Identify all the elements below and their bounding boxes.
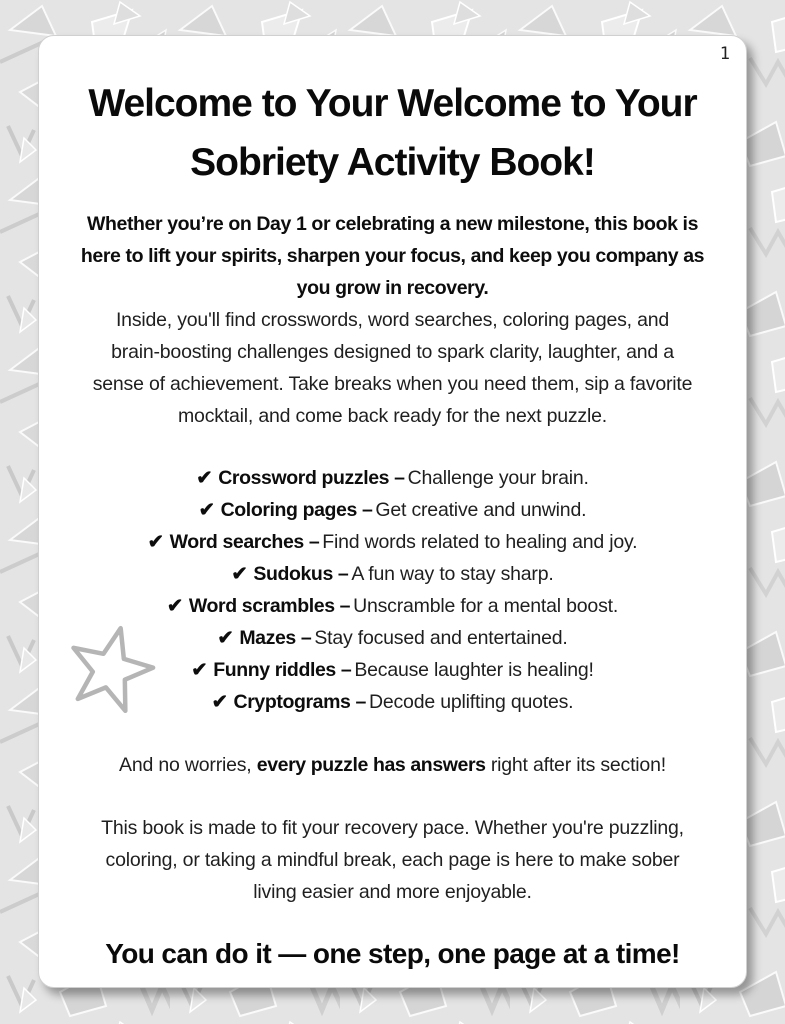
features-checklist: [49, 462, 736, 718]
checklist-item-desc: Unscramble for a mental boost.: [353, 595, 619, 617]
checklist-item: [49, 526, 736, 558]
closing-paragraph: [49, 812, 736, 908]
intro-line: Inside, you'll find crosswords, word searches, coloring pages, and: [115, 309, 670, 331]
check-icon: ✔: [231, 563, 248, 585]
checklist-item-desc: Because laughter is healing!: [354, 659, 594, 681]
checklist-item-desc: Get creative and unwind.: [375, 499, 587, 521]
encouragement-footer: You can do it — one step, one page at a time!: [105, 938, 680, 969]
checklist-item-label: Cryptograms –: [233, 691, 366, 713]
check-icon: ✔: [191, 659, 208, 681]
checklist-item-label: Coloring pages –: [220, 499, 373, 521]
intro-line: mocktail, and come back ready for the next puzzle.: [178, 405, 607, 427]
checklist-item-desc: Decode uplifting quotes.: [368, 691, 574, 713]
page-title-line-2: Sobriety Activity Book!: [190, 141, 595, 184]
closing-line: living easier and more enjoyable.: [253, 881, 532, 903]
checklist-item-label: Word searches –: [169, 531, 320, 553]
page-title: [49, 74, 736, 192]
answers-note-pre: And no worries,: [119, 754, 257, 776]
checklist-item-label: Word scrambles –: [188, 595, 351, 617]
intro-paragraph: [49, 304, 736, 432]
checklist-item: [49, 558, 736, 590]
page-title-line-1: Welcome to Your Welcome to Your: [88, 82, 697, 125]
checklist-item-desc: Find words related to healing and joy.: [322, 531, 638, 553]
checklist-item: [49, 590, 736, 622]
page-number: 1: [719, 44, 730, 64]
checklist-item-desc: Stay focused and entertained.: [314, 627, 568, 649]
check-icon: ✔: [147, 531, 164, 553]
intro-line: brain-boosting challenges designed to spark clarity, laughter, and a: [111, 341, 674, 363]
intro-bold-line: here to lift your spirits, sharpen your focus, and keep you company as: [80, 245, 705, 267]
check-icon: ✔: [198, 499, 215, 521]
check-icon: ✔: [166, 595, 183, 617]
intro-line: sense of achievement. Take breaks when you need them, sip a favorite: [92, 373, 693, 395]
checklist-item-desc: A fun way to stay sharp.: [351, 563, 554, 585]
answers-note-bold: every puzzle has answers: [256, 754, 486, 776]
checklist-item: [49, 494, 736, 526]
answers-note-post: right after its section!: [485, 754, 666, 776]
book-page: [38, 35, 747, 988]
checklist-item: [49, 654, 736, 686]
checklist-item: [49, 622, 736, 654]
checklist-item-label: Crossword puzzles –: [218, 467, 405, 489]
closing-line: coloring, or taking a mindful break, each page is here to make sober: [105, 849, 680, 871]
check-icon: ✔: [196, 467, 213, 489]
intro-bold-line: you grow in recovery.: [296, 277, 489, 299]
checklist-item: [49, 686, 736, 718]
check-icon: ✔: [217, 627, 234, 649]
checklist-item: [49, 462, 736, 494]
checklist-item-label: Funny riddles –: [213, 659, 352, 681]
closing-line: This book is made to fit your recovery pace. Whether you're puzzling,: [101, 817, 684, 839]
checklist-item-label: Mazes –: [239, 627, 312, 649]
intro-bold-line: Whether you’re on Day 1 or celebrating a new milestone, this book is: [86, 213, 699, 235]
answers-note: [49, 749, 736, 781]
check-icon: ✔: [211, 691, 228, 713]
intro-bold-paragraph: [49, 208, 736, 304]
checklist-item-desc: Challenge your brain.: [407, 467, 589, 489]
checklist-item-label: Sudokus –: [253, 563, 349, 585]
